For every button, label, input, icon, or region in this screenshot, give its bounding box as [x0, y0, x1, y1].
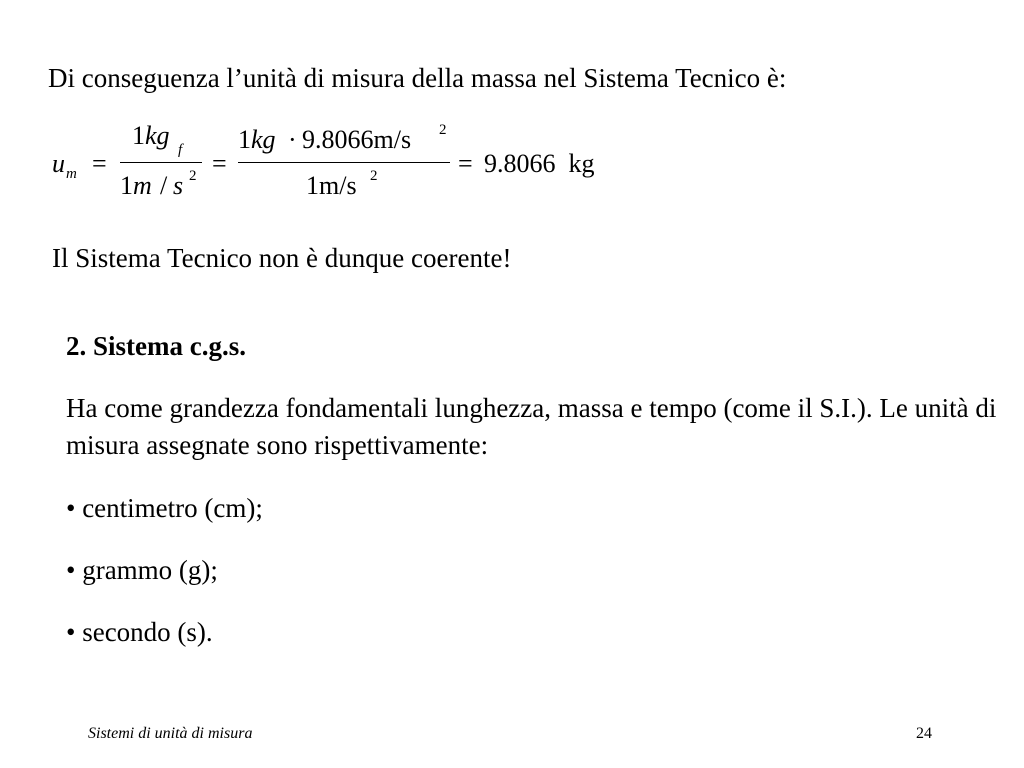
- frac2-bar: [238, 162, 450, 163]
- mass-unit-formula: [52, 112, 652, 212]
- formula-equals-3: =: [458, 149, 473, 178]
- frac2-num-kg: kg: [251, 125, 276, 154]
- bullet-item: • secondo (s).: [66, 617, 213, 647]
- frac1-den-one: 1: [120, 171, 133, 200]
- frac1-bar: [120, 162, 202, 163]
- intro-text: Di conseguenza l’unità di misura della massa nel Sistema Tecnico è:: [48, 63, 787, 93]
- page-number: 24: [916, 725, 932, 742]
- frac2-den: 1m/s: [306, 171, 357, 200]
- formula-equals-2: =: [212, 149, 227, 178]
- frac1-den-exp: 2: [189, 168, 197, 184]
- frac2-num-dot: ·: [288, 125, 297, 154]
- frac1-den-slash: /: [160, 171, 168, 200]
- section-body: Ha come grandezza fondamentali lunghezza, massa e tempo (come il S.I.). Le unità di misura assegnate sono rispettivamente:: [66, 393, 997, 460]
- bullet-item: • grammo (g);: [66, 555, 218, 585]
- frac1-num-one: 1: [132, 121, 145, 150]
- frac1-num-var: kg: [145, 121, 170, 150]
- formula-equals-1: =: [92, 149, 107, 178]
- formula-lhs-sub: m: [66, 166, 77, 182]
- frac1-den-m: m: [133, 171, 152, 200]
- footer-title: Sistemi di unità di misura: [88, 725, 253, 742]
- bullet-item: • centimetro (cm);: [66, 493, 263, 523]
- section-heading: 2. Sistema c.g.s.: [66, 331, 246, 361]
- frac2-num-one: 1: [238, 125, 251, 154]
- formula-lhs-var: u: [52, 149, 65, 178]
- frac2-den-exp: 2: [370, 168, 378, 184]
- frac2-num-exp: 2: [439, 122, 447, 138]
- frac2-num-val: 9.8066m/s: [302, 125, 412, 154]
- conclusion-text: Il Sistema Tecnico non è dunque coerente!: [52, 243, 512, 273]
- formula-result: 9.8066 kg: [484, 149, 595, 178]
- frac1-num-sub: f: [178, 142, 183, 158]
- frac1-den-s: s: [173, 171, 184, 200]
